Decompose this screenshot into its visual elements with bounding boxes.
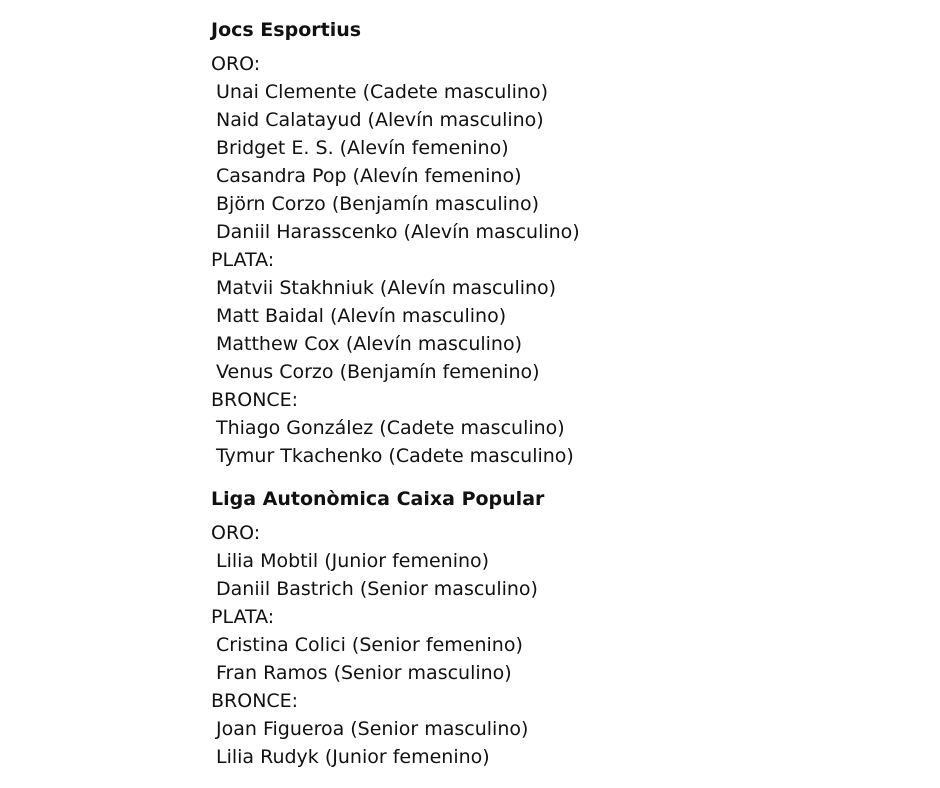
list-item: Bridget E. S. (Alevín femenino): [216, 137, 509, 159]
list-item: Cristina Colici (Senior femenino): [216, 634, 523, 656]
medal-label: PLATA:: [211, 606, 275, 628]
section-title: Liga Autonòmica Caixa Popular: [211, 488, 545, 510]
list-item: Daniil Harasscenko (Alevín masculino): [216, 221, 580, 243]
medal-group-bronce: [211, 687, 911, 771]
medal-group-plata: [211, 246, 911, 386]
medal-label: BRONCE:: [211, 690, 299, 712]
list-item: Joan Figueroa (Senior masculino): [216, 718, 529, 740]
list-item: Björn Corzo (Benjamín masculino): [216, 193, 539, 215]
medal-label: ORO:: [211, 53, 261, 75]
list-item: Venus Corzo (Benjamín femenino): [216, 361, 540, 383]
section-liga-autonomica: [211, 485, 911, 771]
list-item: Lilia Rudyk (Junior femenino): [216, 746, 490, 768]
list-item: Lilia Mobtil (Junior femenino): [216, 550, 490, 572]
list-item: Thiago González (Cadete masculino): [216, 417, 565, 439]
section-title: Jocs Esportius: [211, 19, 362, 41]
list-item: Matvii Stakhniuk (Alevín masculino): [216, 277, 557, 299]
medal-label: BRONCE:: [211, 389, 299, 411]
medal-label: PLATA:: [211, 249, 275, 271]
medal-group-oro: [211, 50, 911, 246]
section-jocs-esportius: [211, 16, 911, 470]
list-item: Casandra Pop (Alevín femenino): [216, 165, 522, 187]
medal-group-bronce: [211, 386, 911, 470]
list-item: Matthew Cox (Alevín masculino): [216, 333, 522, 355]
list-item: Fran Ramos (Senior masculino): [216, 662, 512, 684]
list-item: Matt Baidal (Alevín masculino): [216, 305, 507, 327]
list-item: Tymur Tkachenko (Cadete masculino): [216, 445, 574, 467]
list-item: Naid Calatayud (Alevín masculino): [216, 109, 544, 131]
medal-group-plata: [211, 603, 911, 687]
list-item: Unai Clemente (Cadete masculino): [216, 81, 548, 103]
medal-label: ORO:: [211, 522, 261, 544]
medal-group-oro: [211, 519, 911, 603]
list-item: Daniil Bastrich (Senior masculino): [216, 578, 538, 600]
document-body: [211, 16, 911, 771]
